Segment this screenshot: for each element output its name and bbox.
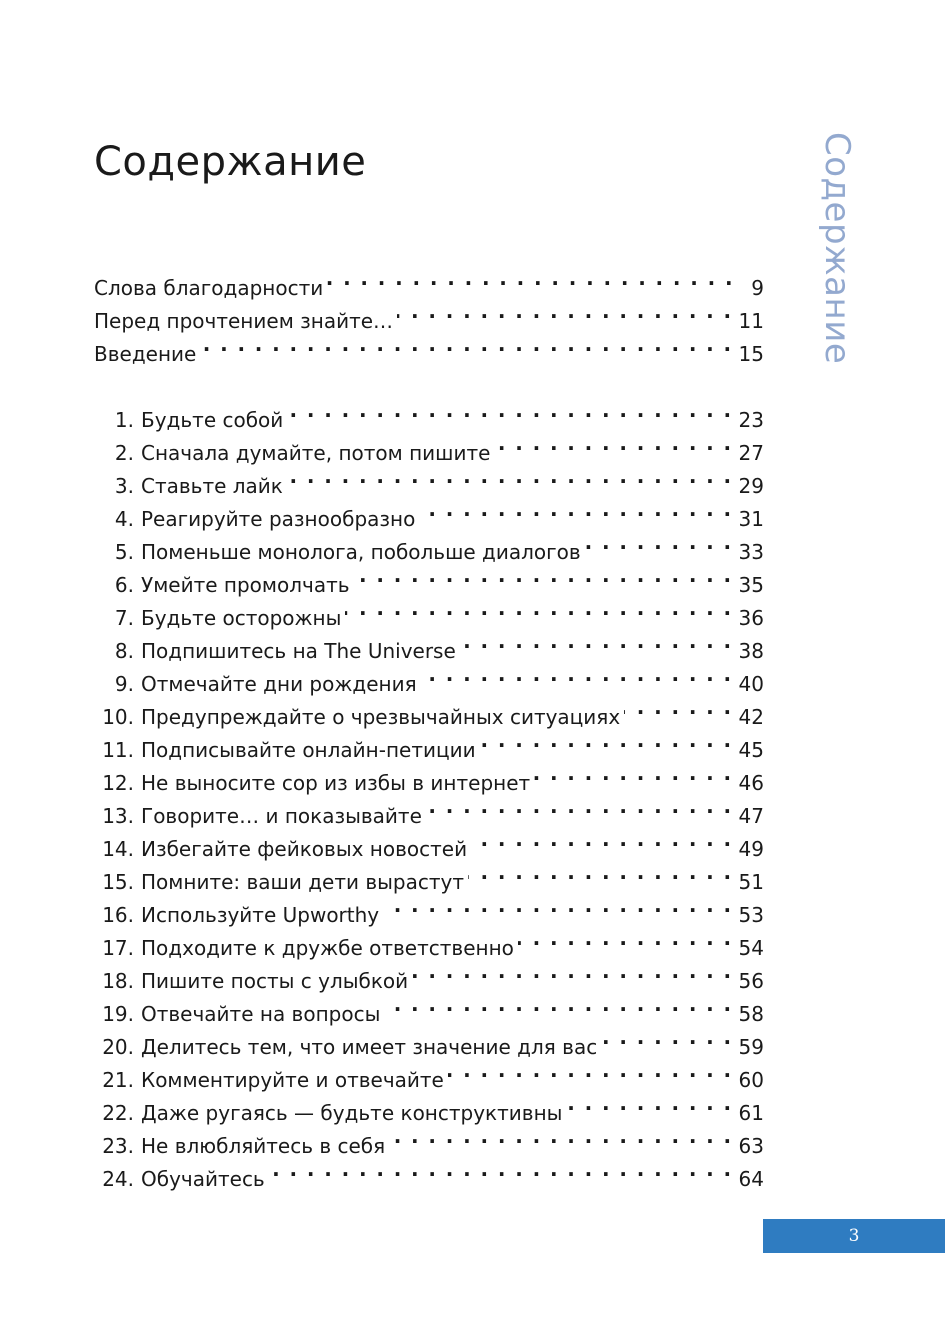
dot-leader [601, 1021, 732, 1054]
dot-leader [419, 493, 732, 526]
dot-leader [287, 394, 732, 427]
toc-entry-number: 17. [102, 936, 134, 960]
toc-entry-page: 54 [738, 936, 764, 960]
dot-leader [327, 262, 734, 295]
toc-entry-number: 11. [102, 738, 134, 762]
dot-leader [287, 460, 733, 493]
dot-leader [471, 823, 732, 856]
toc-entry-title: Не выносите сор из избы в интернет [141, 771, 531, 795]
toc-entry-page: 35 [738, 573, 764, 597]
toc-entry-title: Сначала думайте, потом пишите [141, 441, 491, 465]
dot-leader [585, 526, 733, 559]
toc-entry-number: 14. [102, 837, 134, 861]
toc-entry-page: 15 [738, 342, 764, 366]
toc-entry-number: 20. [102, 1035, 134, 1059]
toc-entry-page: 31 [738, 507, 764, 531]
toc-entry-title: Подпишитесь на The Universe [141, 639, 456, 663]
dot-leader [518, 922, 733, 955]
toc-entry-page: 42 [738, 705, 764, 729]
toc-entry-title: Реагируйте разнообразно [141, 507, 416, 531]
toc-entry-page: 61 [738, 1101, 764, 1125]
toc-entry-title: Избегайте фейковых новостей [141, 837, 468, 861]
dot-leader [480, 724, 733, 757]
toc-entry-title: Введение [94, 342, 197, 366]
toc-entry-number: 13. [102, 804, 134, 828]
toc-entry-page: 64 [738, 1167, 764, 1191]
toc-entry-number: 16. [102, 903, 134, 927]
toc-entry-page: 59 [738, 1035, 764, 1059]
toc-entry-page: 27 [738, 441, 764, 465]
toc-entry-page: 9 [751, 276, 764, 300]
toc-entry-number: 2. [114, 441, 134, 465]
toc-entry-title: Используйте Upworthy [141, 903, 380, 927]
toc-entry-number: 9. [114, 672, 134, 696]
toc-entry-title: Отмечайте дни рождения [141, 672, 417, 696]
toc-entry-number: 6. [114, 573, 134, 597]
toc-entry-number: 4. [114, 507, 134, 531]
toc-entry-page: 46 [738, 771, 764, 795]
toc-entry-page: 45 [738, 738, 764, 762]
toc-entry-number: 3. [114, 474, 134, 498]
toc-entry-page: 58 [738, 1002, 764, 1026]
side-running-title: Содержание [817, 132, 857, 365]
dot-leader [460, 625, 733, 658]
toc-entry-number: 21. [102, 1068, 134, 1092]
dot-leader [468, 856, 733, 889]
toc-chapters [94, 394, 764, 1191]
dot-leader [269, 1153, 733, 1186]
dot-leader [389, 1120, 732, 1153]
toc-entry-page: 38 [738, 639, 764, 663]
dot-leader [200, 328, 732, 361]
toc-entry-number: 7. [114, 606, 134, 630]
toc-entry-title: Ставьте лайк [141, 474, 283, 498]
toc-entry-page: 23 [738, 408, 764, 432]
toc-entry-page: 60 [738, 1068, 764, 1092]
dot-leader [412, 955, 732, 988]
toc-entry-title: Слова благодарности [94, 276, 324, 300]
toc-entry-number: 19. [102, 1002, 134, 1026]
dot-leader [421, 658, 733, 691]
toc-entry-title: Говорите… и показывайте [141, 804, 422, 828]
dot-leader [534, 757, 732, 790]
dot-leader [384, 988, 732, 1021]
toc-entry-number: 8. [114, 639, 134, 663]
toc-entry-number: 1. [114, 408, 134, 432]
dot-leader [345, 592, 732, 625]
toc-entry-title: Предупреждайте о чрезвычайных ситуациях [141, 705, 621, 729]
toc-entry-page: 56 [738, 969, 764, 993]
page-number-badge: 3 [763, 1219, 945, 1253]
toc-entry-title: Даже ругаясь — будьте конструктивны [141, 1101, 563, 1125]
toc-entry-page: 33 [738, 540, 764, 564]
toc-entry-number: 22. [102, 1101, 134, 1125]
dot-leader [397, 295, 732, 328]
toc-entry-title: Обучайтесь [141, 1167, 265, 1191]
dot-leader [383, 889, 732, 922]
toc-entry-title: Не влюбляйтесь в себя [141, 1134, 386, 1158]
toc-entry[interactable] [94, 262, 764, 300]
toc-entry-title: Умейте промолчать [141, 573, 350, 597]
toc-entry-page: 49 [738, 837, 764, 861]
toc-entry[interactable] [94, 394, 764, 432]
toc-entry-page: 51 [738, 870, 764, 894]
toc-entry-page: 47 [738, 804, 764, 828]
dot-leader [426, 790, 733, 823]
toc-entry-page: 36 [738, 606, 764, 630]
toc-entry-page: 29 [738, 474, 764, 498]
dot-leader [448, 1054, 733, 1087]
toc-entry-title: Перед прочтением знайте… [94, 309, 394, 333]
toc-entry-page: 63 [738, 1134, 764, 1158]
toc-entry-number: 10. [102, 705, 134, 729]
dot-leader [566, 1087, 732, 1120]
toc-entry-title: Будьте осторожны [141, 606, 342, 630]
toc-entry-title: Делитесь тем, что имеет значение для вас [141, 1035, 598, 1059]
toc-entry-page: 53 [738, 903, 764, 927]
toc-entry-number: 23. [102, 1134, 134, 1158]
toc-entry-page: 40 [738, 672, 764, 696]
toc-entry-title: Будьте собой [141, 408, 284, 432]
dot-leader [624, 691, 732, 724]
page-title: Содержание [94, 139, 367, 185]
toc-entry-number: 18. [102, 969, 134, 993]
dot-leader [354, 559, 733, 592]
toc-entry-number: 12. [102, 771, 134, 795]
toc-entry-number: 15. [102, 870, 134, 894]
toc-entry-title: Отвечайте на вопросы [141, 1002, 381, 1026]
toc-entry-title: Подходите к дружбе ответственно [141, 936, 514, 960]
toc-entry-title: Пишите посты с улыбкой [141, 969, 409, 993]
toc-entry-title: Подписывайте онлайн-петиции [141, 738, 476, 762]
toc-entry-number: 24. [102, 1167, 134, 1191]
toc-entry-title: Поменьше монолога, побольше диалогов [141, 540, 581, 564]
toc-entry-title: Комментируйте и отвечайте [141, 1068, 444, 1092]
toc-entry-page: 11 [738, 309, 764, 333]
toc-entry-number: 5. [114, 540, 134, 564]
dot-leader [494, 427, 732, 460]
toc-entry-title: Помните: ваши дети вырастут [141, 870, 464, 894]
toc-front-matter [94, 262, 764, 366]
